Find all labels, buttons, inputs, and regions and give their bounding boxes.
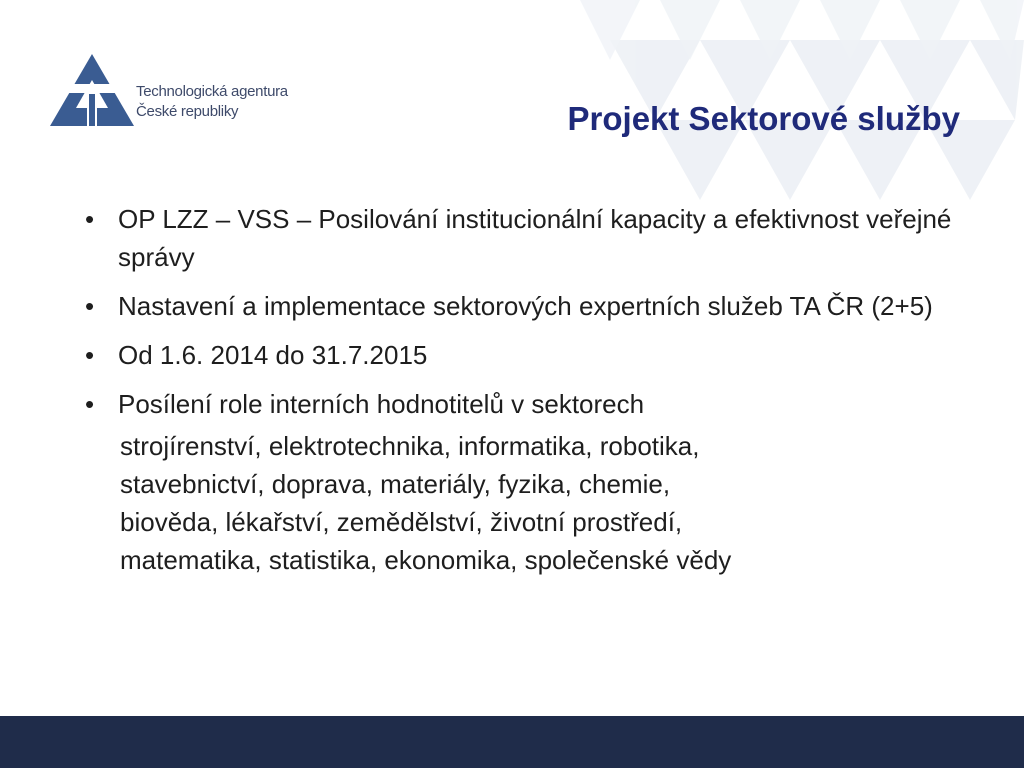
bullet-dot: •: [85, 204, 95, 234]
footer-bar: [0, 716, 1024, 768]
bullet-item: [80, 287, 960, 325]
bullet-text: Nastavení a implementace sektorových expertních služeb TA ČR (2+5): [118, 291, 933, 321]
logo-wordmark: [136, 82, 288, 122]
tacr-logo-icon: [48, 50, 148, 130]
tacr-logo: [48, 50, 348, 140]
bullet-text: Posílení role interních hodnotitelů v sektorech: [118, 389, 645, 419]
sectors-line: strojírenství, elektrotechnika, informatika, robotika,: [120, 431, 700, 461]
sectors-line: stavebnictví, doprava, materiály, fyzika, chemie,: [120, 469, 671, 499]
bullet-item: [80, 336, 960, 374]
sectors-line: matematika, statistika, ekonomika, společenské vědy: [120, 545, 732, 575]
bullet-dot: •: [85, 340, 95, 370]
logo-line-1: Technologická agentura: [136, 83, 288, 100]
bullet-text: Od 1.6. 2014 do 31.7.2015: [118, 340, 428, 370]
bullet-item: [80, 200, 960, 276]
bullet-dot: •: [85, 291, 95, 321]
bullet-dot: •: [85, 389, 95, 419]
slide-title: Projekt Sektorové služby: [567, 100, 960, 137]
sectors-list: [80, 427, 960, 579]
bullet-text: OP LZZ – VSS – Posilování institucionální kapacity a efektivnost veřejné správy: [118, 204, 952, 272]
sectors-line: biověda, lékařství, zemědělství, životní prostředí,: [120, 507, 683, 537]
bullet-item: [80, 385, 960, 423]
logo-line-2: České republiky: [136, 103, 239, 120]
slide-content: [80, 200, 960, 579]
